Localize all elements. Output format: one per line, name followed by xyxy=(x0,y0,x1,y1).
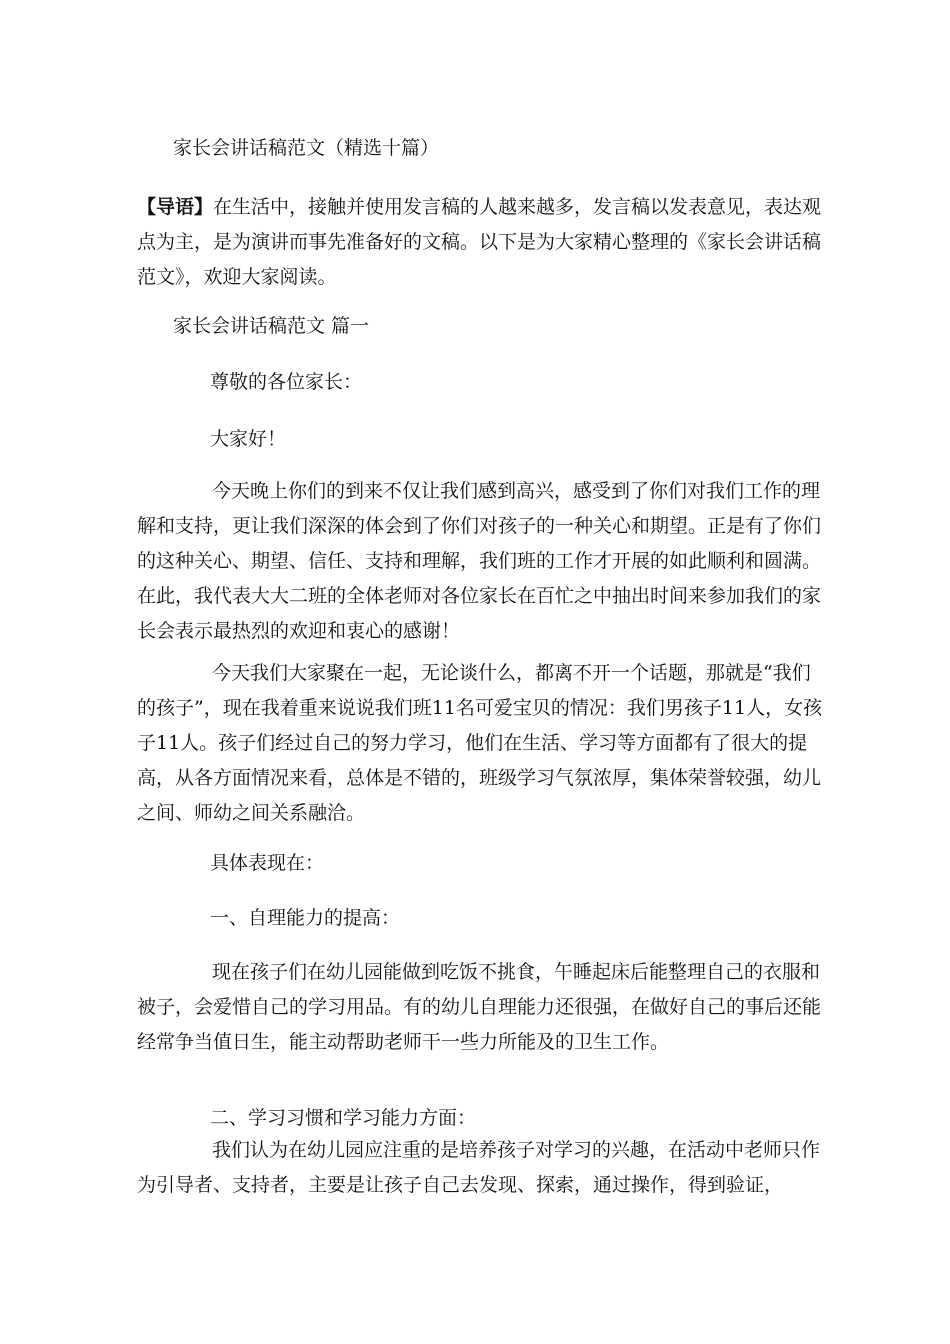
document-title: 家长会讲话稿范文（精选十篇） xyxy=(173,137,440,159)
intro-marker: 【导语】 xyxy=(137,196,214,218)
paragraph-3: 现在孩子们在幼儿园能做到吃饭不挑食，午睡起床后能整理自己的衣服和被子，会爱惜自己的学习用品。有的幼儿自理能力还很强，在做好自己的事后还能经常争当值日生，能主动帮助老师干一些力所能及的卫生工作。 xyxy=(137,961,822,1053)
specific-label: 具体表现在： xyxy=(210,852,325,874)
intro-text: 在生活中，接触并使用发言稿的人越来越多，发言稿以发表意见，表达观点为主，是为演讲而事先准备好的文稿。以下是为大家精心整理的《家长会讲话稿范文》，欢迎大家阅读。 xyxy=(137,196,822,288)
intro-paragraph xyxy=(137,190,827,295)
paragraph-2: 今天我们大家聚在一起，无论谈什么，都离不开一个话题，那就是“我们的孩子”，现在我着重来说说我们班11名可爱宝贝的情况：我们男孩子11人，女孩子11人。孩子们经过自己的努力学习，他们在生活、学习等方面都有了很大的提高，从各方面情况来看，总体是不错的，班级学习气氛浓厚，集体荣誉较强，幼儿之间、师幼之间关系融洽。 xyxy=(137,662,823,824)
paragraph-1: 今天晚上你们的到来不仅让我们感到高兴，感受到了你们对我们工作的理解和支持，更让我们深深的体会到了你们对孩子的一种关心和期望。正是有了你们的这种关心、期望、信任、支持和理解，我们班的工作才开展的如此顺利和圆满。在此，我代表大大二班的全体老师对各位家长在百忙之中抽出时间来参加我们的家长会表示最热烈的欢迎和衷心的感谢！ xyxy=(137,480,822,642)
greeting: 大家好！ xyxy=(210,428,287,450)
paragraph-4: 我们认为在幼儿园应注重的是培养孩子对学习的兴趣，在活动中老师只作为引导者、支持者，主要是让孩子自己去发现、探索，通过操作，得到验证， xyxy=(137,1139,821,1196)
section-heading: 家长会讲话稿范文 篇一 xyxy=(173,315,370,337)
salutation: 尊敬的各位家长： xyxy=(210,371,363,393)
subheading-2: 二、学习习惯和学习能力方面： xyxy=(210,1107,477,1129)
subheading-1: 一、自理能力的提高： xyxy=(210,907,401,929)
